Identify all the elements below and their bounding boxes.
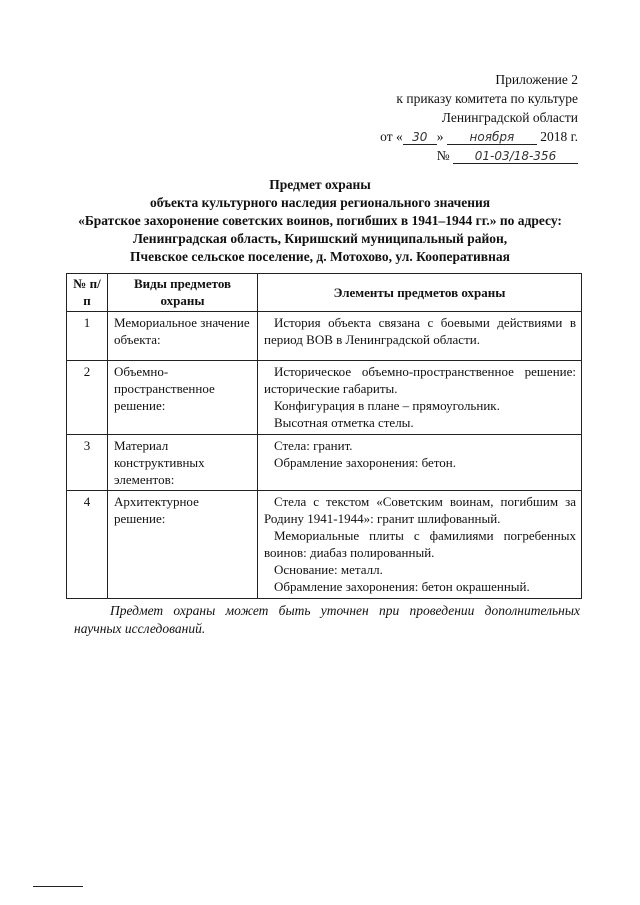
row-elements bbox=[258, 361, 582, 435]
table-body bbox=[67, 312, 582, 599]
row-elements bbox=[258, 491, 582, 599]
footnote-text: Предмет охраны может быть уточнен при проведении дополнительных научных исследований. bbox=[74, 603, 580, 636]
element-item: Основание: металл. bbox=[274, 562, 383, 577]
appendix-number: № 01-03/18-356 bbox=[380, 146, 578, 165]
row-elements bbox=[258, 312, 582, 361]
appendix-date: от « 30 » ноября 2018 г. bbox=[380, 129, 578, 144]
row-kind: Архитектурное решение: bbox=[108, 491, 258, 599]
handwritten-day: 30 bbox=[403, 130, 437, 145]
title-line-4: Ленинградская область, Киришский муниципальный район, bbox=[132, 231, 508, 246]
row-kind: Мемориальное значение объекта: bbox=[108, 312, 258, 361]
table-row bbox=[67, 491, 582, 599]
row-number: 3 bbox=[67, 435, 108, 491]
appendix-title: Приложение 2 bbox=[495, 72, 578, 87]
handwritten-number: 01-03/18-356 bbox=[453, 149, 578, 164]
element-item: Высотная отметка стелы. bbox=[274, 415, 414, 430]
element-item: Обрамление захоронения: бетон. bbox=[274, 455, 457, 470]
table-header-row bbox=[67, 274, 582, 312]
title-line-2: объекта культурного наследия регионального значения bbox=[149, 195, 491, 210]
header-elements: Элементы предметов охраны bbox=[258, 274, 582, 312]
appendix-header bbox=[380, 70, 578, 165]
appendix-region: Ленинградской области bbox=[441, 110, 578, 125]
element-item: Историческое объемно-пространственное решение: исторические габариты. bbox=[264, 364, 576, 396]
table-row bbox=[67, 361, 582, 435]
header-num: № п/п bbox=[67, 274, 108, 312]
document-title bbox=[50, 176, 590, 266]
row-number: 4 bbox=[67, 491, 108, 599]
element-item: Стела: гранит. bbox=[274, 438, 353, 453]
table-row bbox=[67, 435, 582, 491]
row-kind: Объемно-пространственное решение: bbox=[108, 361, 258, 435]
element-item: Стела с текстом «Советским воинам, погибшим за Родину 1941-1944»: гранит шлифованный. bbox=[264, 494, 576, 526]
footer-rule bbox=[33, 886, 83, 887]
element-item: Конфигурация в плане – прямоугольник. bbox=[274, 398, 500, 413]
row-elements bbox=[258, 435, 582, 491]
title-line-3: «Братское захоронение советских воинов, погибших в 1941–1944 гг.» по адресу: bbox=[78, 213, 562, 228]
row-number: 2 bbox=[67, 361, 108, 435]
appendix-order-ref: к приказу комитета по культуре bbox=[396, 91, 578, 106]
element-item: История объекта связана с боевыми действиями в период ВОВ в Ленинградской области. bbox=[264, 315, 576, 347]
title-line-5: Пчевское сельское поселение, д. Мотохово, ул. Кооперативная bbox=[130, 249, 510, 264]
element-item: Мемориальные плиты с фамилиями погребенных воинов: диабаз полированный. bbox=[264, 528, 576, 560]
element-item: Обрамление захоронения: бетон окрашенный. bbox=[274, 579, 530, 594]
row-number: 1 bbox=[67, 312, 108, 361]
header-kind: Виды предметов охраны bbox=[108, 274, 258, 312]
row-kind: Материал конструктивных элементов: bbox=[108, 435, 258, 491]
table-row bbox=[67, 312, 582, 361]
handwritten-month: ноября bbox=[447, 130, 537, 145]
title-line-1: Предмет охраны bbox=[269, 177, 371, 192]
protection-subjects-table bbox=[66, 273, 582, 599]
